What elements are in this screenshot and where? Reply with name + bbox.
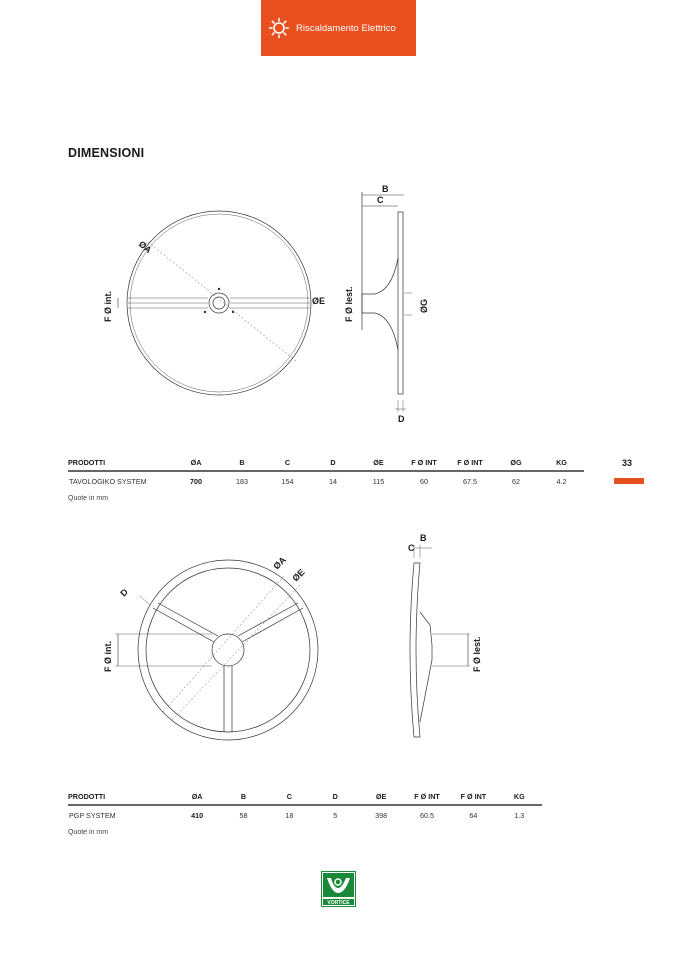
spec-table-pgp	[68, 791, 542, 821]
label-diam-g: ØG	[419, 298, 429, 313]
col-header: ØA	[173, 457, 219, 471]
cell: 60	[420, 477, 428, 486]
col-header: D	[312, 791, 358, 805]
label-b: B	[382, 184, 389, 194]
col-header: KG	[497, 791, 542, 805]
label-f-int: F Ø int.	[103, 291, 113, 322]
vortice-logo	[321, 871, 356, 907]
label-diam-a: ØA	[136, 238, 154, 256]
label-f-lest: F Ø lest.	[344, 286, 354, 322]
sun-icon	[268, 17, 290, 39]
cell: 58	[239, 811, 248, 820]
label-f-lest: F Ø lest.	[472, 636, 482, 672]
cell: 154	[281, 477, 294, 486]
col-header: C	[265, 457, 310, 471]
units-note: Quote in mm	[68, 495, 109, 502]
table-header-row	[68, 457, 584, 471]
cell: 64	[469, 811, 478, 820]
label-diam-a: ØA	[271, 554, 288, 572]
col-header: F Ø INT	[401, 457, 447, 471]
label-diam-e: ØE	[312, 296, 326, 306]
cell: TAVOLOGIKO SYSTEM	[69, 477, 147, 486]
units-note: Quote in mm	[68, 829, 109, 836]
cell: 410	[191, 811, 204, 820]
col-header: C	[267, 791, 312, 805]
cell: 700	[190, 477, 202, 486]
table-row	[68, 471, 584, 487]
section-title: DIMENSIONI	[68, 146, 145, 160]
cell: 62	[512, 477, 520, 486]
cell: 183	[236, 477, 248, 486]
col-header: PRODOTTI	[68, 791, 174, 805]
col-header: F Ø INT	[404, 791, 450, 805]
cell: 1.3	[514, 811, 525, 820]
technical-drawing-pgp	[0, 520, 678, 770]
col-header: F Ø INT	[450, 791, 496, 805]
label-f-int: F Ø int.	[103, 641, 113, 672]
label-c: C	[408, 543, 415, 553]
cell: 18	[285, 811, 294, 820]
col-header: F Ø INT	[447, 457, 493, 471]
col-header: PRODOTTI	[68, 457, 173, 471]
cell: 398	[375, 811, 388, 820]
page-number: 33	[622, 458, 633, 468]
label-diam-e: ØE	[290, 567, 307, 584]
cell: 115	[372, 477, 385, 486]
col-header: ØE	[358, 791, 403, 805]
cell: 5	[333, 811, 338, 820]
logo-text: VORTICE	[327, 900, 350, 906]
label-d: D	[118, 586, 131, 599]
label-c: C	[377, 195, 384, 205]
col-header: B	[219, 457, 265, 471]
label-d: D	[398, 414, 405, 424]
cell: PGP SYSTEM	[69, 811, 116, 820]
col-header: B	[220, 791, 266, 805]
col-header: D	[310, 457, 356, 471]
col-header: ØG	[493, 457, 539, 471]
cell: 60.5	[420, 811, 434, 820]
label-b: B	[420, 533, 427, 543]
spec-table-tavologiko	[68, 457, 584, 487]
col-header: ØE	[356, 457, 401, 471]
cell: 4.2	[556, 477, 567, 486]
table-header-row	[68, 791, 542, 805]
cell: 14	[329, 477, 337, 486]
page-accent-bar	[614, 478, 644, 484]
col-header: KG	[539, 457, 584, 471]
category-label: Riscaldamento Elettrico	[296, 22, 396, 34]
cell: 67.5	[463, 477, 477, 486]
col-header: ØA	[174, 791, 220, 805]
category-header-tab	[261, 0, 416, 56]
table-row	[68, 805, 542, 821]
technical-drawing-tavologiko	[0, 180, 678, 430]
